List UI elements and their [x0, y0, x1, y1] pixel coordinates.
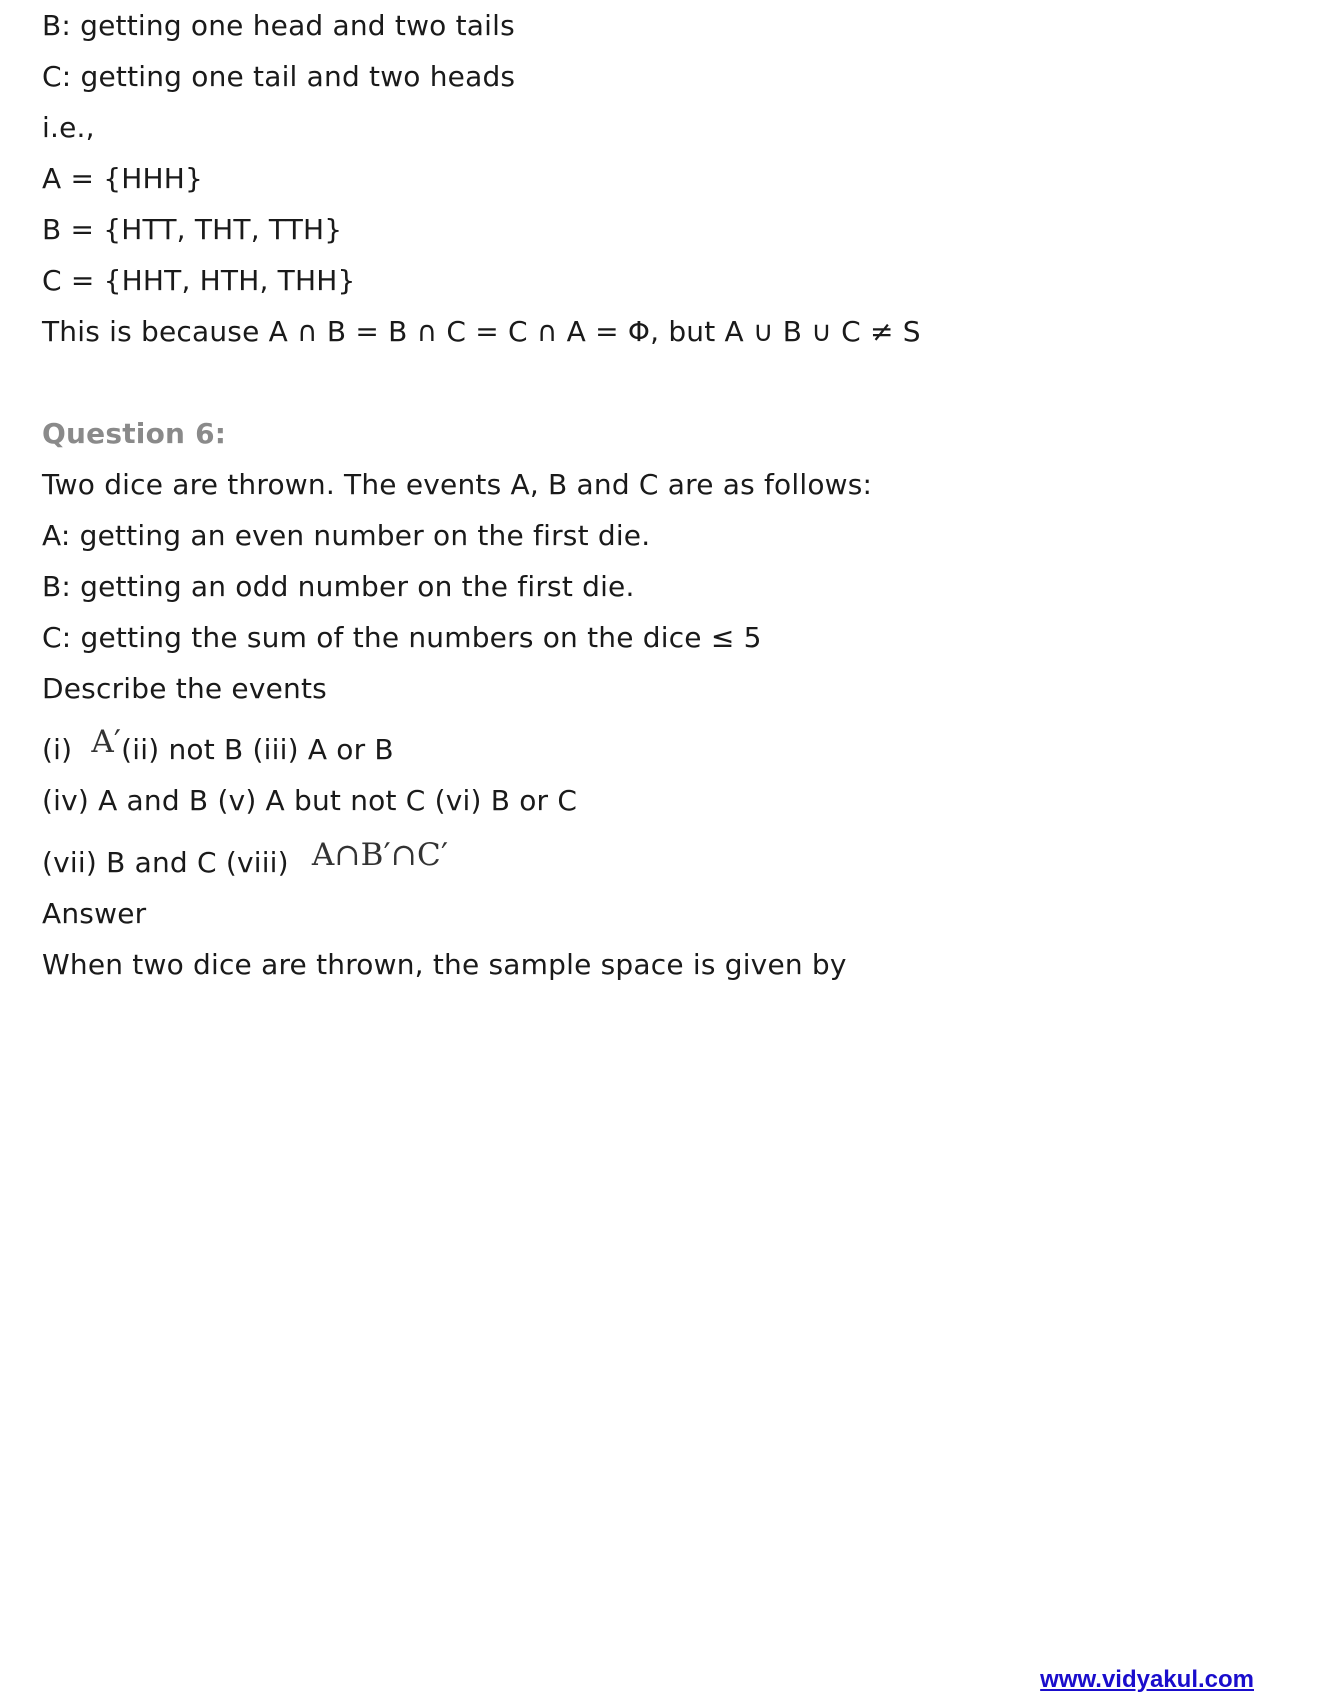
parts-line-3 [42, 837, 449, 880]
set-c-line: C = {HHT, HTH, THH} [42, 264, 356, 297]
answer-text: When two dice are thrown, the sample space is given by [42, 948, 847, 981]
reason-line: This is because A ∩ B = B ∩ C = C ∩ A = Φ, but A ∪ B ∪ C ≠ S [42, 315, 921, 348]
parts-1-rest: (ii) not B (iii) A or B [121, 733, 394, 766]
event-b-coins-line: B: getting one head and two tails [42, 9, 515, 42]
set-a-line: A = {HHH} [42, 162, 204, 195]
parts-line-1 [42, 724, 394, 767]
describe-line: Describe the events [42, 672, 327, 705]
event-b-line: B: getting an odd number on the first die. [42, 570, 635, 603]
question-heading: Question 6: [42, 417, 227, 450]
event-a-line: A: getting an even number on the first die. [42, 519, 651, 552]
part-i-label: (i) [42, 733, 73, 766]
vidyakul-link[interactable]: www.vidyakul.com [1040, 1666, 1254, 1693]
event-c-coins-line: C: getting one tail and two heads [42, 60, 516, 93]
parts-3-text: (vii) B and C (viii) [42, 846, 289, 879]
ie-line: i.e., [42, 111, 95, 144]
question-intro: Two dice are thrown. The events A, B and C are as follows: [42, 468, 873, 501]
answer-label: Answer [42, 897, 147, 930]
set-b-line: B = {HTT, THT, TTH} [42, 213, 343, 246]
parts-line-2: (iv) A and B (v) A but not C (vi) B or C [42, 784, 578, 817]
a-complement-math: A′ [91, 724, 122, 760]
event-c-line: C: getting the sum of the numbers on the dice ≤ 5 [42, 621, 762, 654]
intersection-math: A∩B′∩C′ [311, 837, 449, 873]
